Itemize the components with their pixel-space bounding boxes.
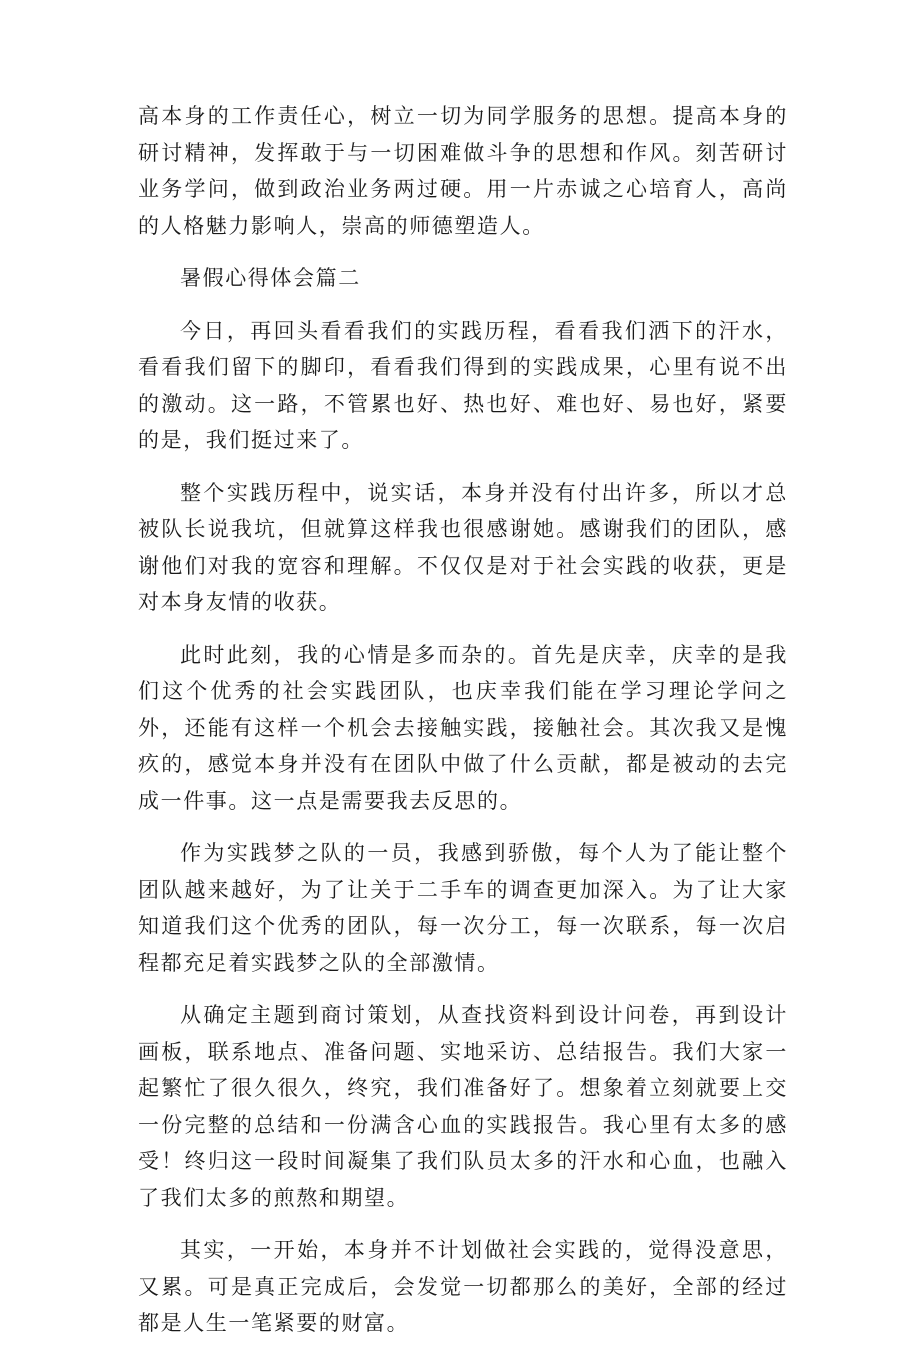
document-body <box>138 98 788 1358</box>
body-paragraph-1: 今日，再回头看看我们的实践历程，看看我们洒下的汗水，看看我们留下的脚印，看看我们得到的实践成果，心里有说不出的激动。这一路，不管累也好、热也好、难也好、易也好，紧要的是，我们挺过来了。 <box>138 318 788 452</box>
body-paragraph-4: 作为实践梦之队的一员，我感到骄傲，每个人为了能让整个团队越来越好，为了让关于二手车的调查更加深入。为了让大家知道我们这个优秀的团队，每一次分工，每一次联系，每一次启程都充足着实践梦之队的全部激情。 <box>138 841 788 975</box>
section-heading: 暑假心得体会篇二 <box>180 266 361 290</box>
body-paragraph-5: 从确定主题到商讨策划，从查找资料到设计问卷，再到设计画板，联系地点、准备问题、实地采访、总结报告。我们大家一起繁忙了很久很久，终究，我们准备好了。想象着立刻就要上交一份完整的总结和一份满含心血的实践报告。我心里有太多的感受！终归这一段时间凝集了我们队员太多的汗水和心血，也融入了我们太多的煎熬和期望。 <box>138 1003 788 1210</box>
body-paragraph-3: 此时此刻，我的心情是多而杂的。首先是庆幸，庆幸的是我们这个优秀的社会实践团队，也庆幸我们能在学习理论学问之外，还能有这样一个机会去接触实践，接触社会。其次我又是愧疚的，感觉本身并没有在团队中做了什么贡献，都是被动的去完成一件事。这一点是需要我去反思的。 <box>138 642 788 813</box>
body-paragraph-6: 其实，一开始，本身并不计划做社会实践的，觉得没意思，又累。可是真正完成后，会发觉一切都那么的美好，全部的经过都是人生一笔紧要的财富。 <box>138 1238 788 1335</box>
continued-paragraph: 高本身的工作责任心，树立一切为同学服务的思想。提高本身的研讨精神，发挥敢于与一切困难做斗争的思想和作风。刻苦研讨业务学问，做到政治业务两过硬。用一片赤诚之心培育人，高尚的人格魅力影响人，崇高的师德塑造人。 <box>138 104 788 238</box>
body-paragraph-2: 整个实践历程中，说实话，本身并没有付出许多，所以才总被队长说我坑，但就算这样我也很感谢她。感谢我们的团队，感谢他们对我的宽容和理解。不仅仅是对于社会实践的收获，更是对本身友情的收获。 <box>138 480 788 614</box>
